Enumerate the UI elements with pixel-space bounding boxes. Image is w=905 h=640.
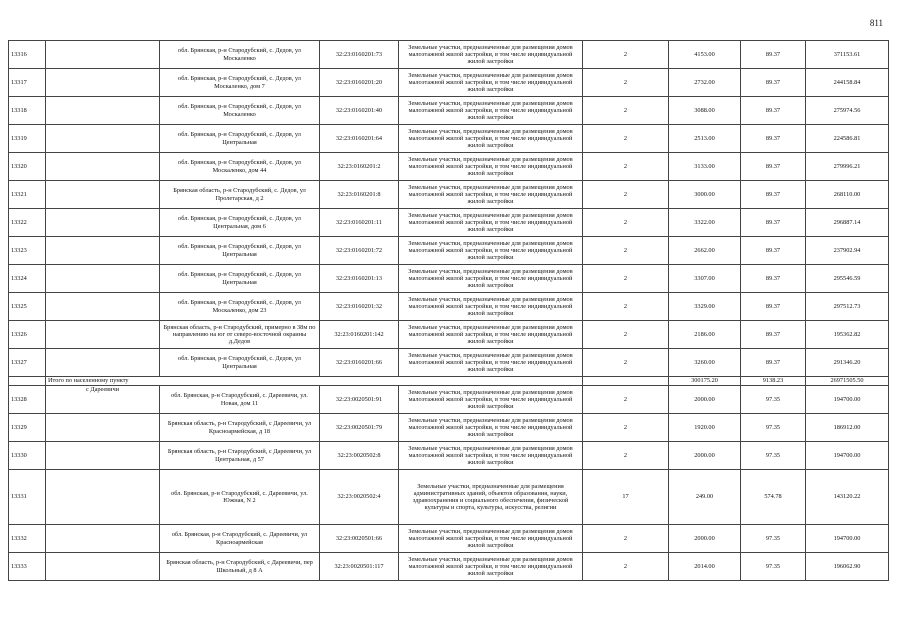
settlement-cell <box>46 321 160 349</box>
address-cell: обл. Брянская, р-н Стародубский, с. Дедов, ул Москаленко, дом 44 <box>160 153 320 181</box>
use-group-cell: 2 <box>583 41 669 69</box>
address-cell: обл. Брянская, р-н Стародубский, с. Дедов, ул Центральная <box>160 349 320 377</box>
area-cell: 3000.00 <box>669 181 741 209</box>
table-row <box>9 97 889 125</box>
table-row <box>9 470 889 525</box>
land-use-cell: Земельные участки, предназначенные для размещения домов малоэтажной жилой застройки, в том числе индивидуальной жилой застройки <box>399 125 583 153</box>
specific-value-cell: 89.37 <box>741 69 806 97</box>
cadastral-value-cell: 143120.22 <box>806 470 889 525</box>
land-use-cell: Земельные участки, предназначенные для размещения домов малоэтажной жилой застройки, в том числе индивидуальной жилой застройки <box>399 69 583 97</box>
settlement-cell <box>46 41 160 69</box>
land-use-cell: Земельные участки, предназначенные для размещения домов малоэтажной жилой застройки, в том числе индивидуальной жилой застройки <box>399 442 583 470</box>
address-cell: обл. Брянская, р-н Стародубский, с. Дедов, ул Центральная <box>160 125 320 153</box>
area-cell: 2000.00 <box>669 442 741 470</box>
cadastral-value-cell: 224586.81 <box>806 125 889 153</box>
specific-value-cell: 89.37 <box>741 125 806 153</box>
total-label: Итого по населенному пункту <box>46 377 583 386</box>
total-cost: 26971505.50 <box>806 377 889 386</box>
table-row <box>9 265 889 293</box>
address-cell: обл. Брянская, р-н Стародубский, с. Дедов, ул Центральная <box>160 237 320 265</box>
total-area: 300175.20 <box>669 377 741 386</box>
address-cell: Брянская область, р-н Стародубский, с Дареевичи, ул Красноармейская, д 18 <box>160 414 320 442</box>
land-use-cell: Земельные участки, предназначенные для размещения домов малоэтажной жилой застройки, в том числе индивидуальной жилой застройки <box>399 293 583 321</box>
specific-value-cell: 89.37 <box>741 237 806 265</box>
record-number-cell: 13323 <box>9 237 46 265</box>
use-group-cell: 2 <box>583 321 669 349</box>
cadastral-number-cell: 32:23:0160201:8 <box>320 181 399 209</box>
cadastral-value-cell: 194700.00 <box>806 442 889 470</box>
cadastral-number-cell: 32:23:0160201:73 <box>320 41 399 69</box>
cadastral-value-cell: 186912.00 <box>806 414 889 442</box>
land-use-cell: Земельные участки, предназначенные для размещения домов малоэтажной жилой застройки, в том числе индивидуальной жилой застройки <box>399 265 583 293</box>
land-use-cell: Земельные участки, предназначенные для размещения административных зданий, объектов образования, науки, здравоохранения и социального обеспечения, физической культуры и спорта, культуры, искусства, религии <box>399 470 583 525</box>
settlement-cell: с Дареевичи <box>46 386 160 414</box>
cadastral-number-cell: 32:23:0160201:64 <box>320 125 399 153</box>
area-cell: 3260.00 <box>669 349 741 377</box>
cadastral-number-cell: 32:23:0020501:91 <box>320 386 399 414</box>
cadastral-value-cell: 244158.84 <box>806 69 889 97</box>
land-use-cell: Земельные участки, предназначенные для размещения домов малоэтажной жилой застройки, в том числе индивидуальной жилой застройки <box>399 414 583 442</box>
record-number-cell: 13326 <box>9 321 46 349</box>
record-number-cell: 13317 <box>9 69 46 97</box>
specific-value-cell: 97.35 <box>741 414 806 442</box>
record-number-cell: 13322 <box>9 209 46 237</box>
specific-value-cell: 97.35 <box>741 386 806 414</box>
cadastral-number-cell: 32:23:0020502:4 <box>320 470 399 525</box>
use-group-cell: 2 <box>583 125 669 153</box>
area-cell: 2186.00 <box>669 321 741 349</box>
cadastral-value-cell: 194700.00 <box>806 386 889 414</box>
record-number-cell: 13318 <box>9 97 46 125</box>
table-row <box>9 414 889 442</box>
area-cell: 2662.00 <box>669 237 741 265</box>
record-number-cell: 13324 <box>9 265 46 293</box>
land-registry-table <box>8 40 889 581</box>
area-cell: 249.00 <box>669 470 741 525</box>
settlement-cell <box>46 553 160 581</box>
cadastral-value-cell: 371153.61 <box>806 41 889 69</box>
land-use-cell: Земельные участки, предназначенные для размещения домов малоэтажной жилой застройки, в том числе индивидуальной жилой застройки <box>399 181 583 209</box>
land-use-cell: Земельные участки, предназначенные для размещения домов малоэтажной жилой застройки, в том числе индивидуальной жилой застройки <box>399 386 583 414</box>
cadastral-number-cell: 32:23:0160201:40 <box>320 97 399 125</box>
address-cell: обл. Брянская, р-н Стародубский, с. Дареевичи, ул. Южная, N 2 <box>160 470 320 525</box>
settlement-cell <box>46 265 160 293</box>
settlement-cell <box>46 442 160 470</box>
address-cell: обл. Брянская, р-н Стародубский, с. Дедов, ул Москаленко, дом 23 <box>160 293 320 321</box>
use-group-cell: 2 <box>583 181 669 209</box>
cadastral-value-cell: 297512.73 <box>806 293 889 321</box>
use-group-cell: 2 <box>583 293 669 321</box>
settlement-cell <box>46 97 160 125</box>
table-row <box>9 386 889 414</box>
specific-value-cell: 97.35 <box>741 553 806 581</box>
settlement-total-row <box>9 377 889 386</box>
cadastral-value-cell: 295546.59 <box>806 265 889 293</box>
address-cell: обл. Брянская, р-н Стародубский, с. Дареевичи, ул. Новая, дом 11 <box>160 386 320 414</box>
use-group-cell: 2 <box>583 553 669 581</box>
area-cell: 4153.00 <box>669 41 741 69</box>
cadastral-number-cell: 32:23:0160201:11 <box>320 209 399 237</box>
record-number-cell: 13320 <box>9 153 46 181</box>
specific-value-cell: 89.37 <box>741 181 806 209</box>
cadastral-number-cell: 32:23:0160201:72 <box>320 237 399 265</box>
cadastral-number-cell: 32:23:0020501:79 <box>320 414 399 442</box>
use-group-cell: 2 <box>583 386 669 414</box>
area-cell: 2014.00 <box>669 553 741 581</box>
use-group-cell: 2 <box>583 237 669 265</box>
address-cell: обл. Брянская, р-н Стародубский, с. Дедов, ул Центральная <box>160 265 320 293</box>
use-group-cell: 2 <box>583 69 669 97</box>
land-use-cell: Земельные участки, предназначенные для размещения домов малоэтажной жилой застройки, в том числе индивидуальной жилой застройки <box>399 349 583 377</box>
cadastral-value-cell: 275974.56 <box>806 97 889 125</box>
cadastral-number-cell: 32:23:0020501:117 <box>320 553 399 581</box>
address-cell: обл. Брянская, р-н Стародубский, с. Дедов, ул Центральная, дом 6 <box>160 209 320 237</box>
table-row <box>9 237 889 265</box>
table-row <box>9 209 889 237</box>
settlement-cell <box>46 209 160 237</box>
cadastral-value-cell: 268110.00 <box>806 181 889 209</box>
settlement-cell <box>46 181 160 209</box>
cadastral-number-cell: 32:23:0160201:13 <box>320 265 399 293</box>
specific-value-cell: 97.35 <box>741 525 806 553</box>
use-group-cell: 2 <box>583 414 669 442</box>
record-number-cell: 13328 <box>9 386 46 414</box>
area-cell: 2000.00 <box>669 386 741 414</box>
settlement-cell <box>46 293 160 321</box>
record-number-cell: 13325 <box>9 293 46 321</box>
record-number-cell: 13332 <box>9 525 46 553</box>
cadastral-value-cell: 279996.21 <box>806 153 889 181</box>
table-row <box>9 321 889 349</box>
area-cell: 2513.00 <box>669 125 741 153</box>
settlement-cell <box>46 470 160 525</box>
area-cell: 1920.00 <box>669 414 741 442</box>
record-number-cell: 13316 <box>9 41 46 69</box>
settlement-cell <box>46 69 160 97</box>
table-row <box>9 525 889 553</box>
table-row <box>9 293 889 321</box>
specific-value-cell: 89.37 <box>741 265 806 293</box>
use-group-cell: 17 <box>583 470 669 525</box>
total-rate: 9138.23 <box>741 377 806 386</box>
area-cell: 2000.00 <box>669 525 741 553</box>
area-cell: 3307.00 <box>669 265 741 293</box>
address-cell: обл. Брянская, р-н Стародубский, с. Дареевичи, ул Красноармейская <box>160 525 320 553</box>
cadastral-value-cell: 237902.94 <box>806 237 889 265</box>
land-use-cell: Земельные участки, предназначенные для размещения домов малоэтажной жилой застройки, в том числе индивидуальной жилой застройки <box>399 525 583 553</box>
cadastral-number-cell: 32:23:0160201:142 <box>320 321 399 349</box>
land-use-cell: Земельные участки, предназначенные для размещения домов малоэтажной жилой застройки, в том числе индивидуальной жилой застройки <box>399 553 583 581</box>
cadastral-value-cell: 291346.20 <box>806 349 889 377</box>
area-cell: 3329.00 <box>669 293 741 321</box>
specific-value-cell: 89.37 <box>741 153 806 181</box>
specific-value-cell: 89.37 <box>741 97 806 125</box>
land-use-cell: Земельные участки, предназначенные для размещения домов малоэтажной жилой застройки, в том числе индивидуальной жилой застройки <box>399 97 583 125</box>
table-row <box>9 349 889 377</box>
table-row <box>9 41 889 69</box>
use-group-cell: 2 <box>583 525 669 553</box>
address-cell: Брянская область, р-н Стародубский, с. Дедов, ул Пролетарская, д 2 <box>160 181 320 209</box>
land-use-cell: Земельные участки, предназначенные для размещения домов малоэтажной жилой застройки, в том числе индивидуальной жилой застройки <box>399 41 583 69</box>
cadastral-number-cell: 32:23:0020501:66 <box>320 525 399 553</box>
settlement-cell <box>46 414 160 442</box>
use-group-cell: 2 <box>583 442 669 470</box>
record-number-cell: 13321 <box>9 181 46 209</box>
settlement-cell <box>46 525 160 553</box>
registry-body <box>9 41 889 581</box>
area-cell: 2732.00 <box>669 69 741 97</box>
use-group-cell: 2 <box>583 97 669 125</box>
table-row <box>9 553 889 581</box>
total-empty-cell <box>583 377 669 386</box>
land-use-cell: Земельные участки, предназначенные для размещения домов малоэтажной жилой застройки, в том числе индивидуальной жилой застройки <box>399 209 583 237</box>
specific-value-cell: 89.37 <box>741 293 806 321</box>
cadastral-number-cell: 32:23:0160201:2 <box>320 153 399 181</box>
cadastral-value-cell: 194700.00 <box>806 525 889 553</box>
table-row <box>9 181 889 209</box>
specific-value-cell: 89.37 <box>741 349 806 377</box>
specific-value-cell: 89.37 <box>741 321 806 349</box>
address-cell: обл. Брянская, р-н Стародубский, с. Дедов, ул Москаленко <box>160 97 320 125</box>
record-number-cell: 13330 <box>9 442 46 470</box>
cadastral-number-cell: 32:23:0020502:8 <box>320 442 399 470</box>
land-use-cell: Земельные участки, предназначенные для размещения домов малоэтажной жилой застройки, в том числе индивидуальной жилой застройки <box>399 321 583 349</box>
record-number-cell: 13327 <box>9 349 46 377</box>
area-cell: 3133.00 <box>669 153 741 181</box>
address-cell: обл. Брянская, р-н Стародубский, с. Дедов, ул Москаленко <box>160 41 320 69</box>
page-number: 811 <box>869 18 883 28</box>
settlement-cell <box>46 349 160 377</box>
record-number-cell: 13319 <box>9 125 46 153</box>
table-row <box>9 442 889 470</box>
address-cell: Брянская область, р-н Стародубский, примерно в 38м по направлению на юг от северо-восточной окраины д.Дедов <box>160 321 320 349</box>
address-cell: обл. Брянская, р-н Стародубский, с. Дедов, ул Москаленко, дом 7 <box>160 69 320 97</box>
specific-value-cell: 574.78 <box>741 470 806 525</box>
table-row <box>9 153 889 181</box>
settlement-cell <box>46 125 160 153</box>
use-group-cell: 2 <box>583 153 669 181</box>
settlement-cell <box>46 237 160 265</box>
use-group-cell: 2 <box>583 209 669 237</box>
record-number-cell: 13329 <box>9 414 46 442</box>
area-cell: 3322.00 <box>669 209 741 237</box>
specific-value-cell: 89.37 <box>741 41 806 69</box>
record-number-cell: 13333 <box>9 553 46 581</box>
cadastral-number-cell: 32:23:0160201:66 <box>320 349 399 377</box>
land-use-cell: Земельные участки, предназначенные для размещения домов малоэтажной жилой застройки, в том числе индивидуальной жилой застройки <box>399 153 583 181</box>
table-row <box>9 125 889 153</box>
area-cell: 3088.00 <box>669 97 741 125</box>
use-group-cell: 2 <box>583 265 669 293</box>
total-empty-cell <box>9 377 46 386</box>
table-row <box>9 69 889 97</box>
address-cell: Брянская область, р-н Стародубский, с Дареевичи, ул Центральная, д 57 <box>160 442 320 470</box>
land-use-cell: Земельные участки, предназначенные для размещения домов малоэтажной жилой застройки, в том числе индивидуальной жилой застройки <box>399 237 583 265</box>
address-cell: Брянская область, р-н Стародубский, с Дареевичи, пер Школьный, д 8 А <box>160 553 320 581</box>
specific-value-cell: 89.37 <box>741 209 806 237</box>
cadastral-value-cell: 195362.82 <box>806 321 889 349</box>
cadastral-value-cell: 196062.90 <box>806 553 889 581</box>
specific-value-cell: 97.35 <box>741 442 806 470</box>
cadastral-number-cell: 32:23:0160201:20 <box>320 69 399 97</box>
cadastral-value-cell: 296887.14 <box>806 209 889 237</box>
settlement-cell <box>46 153 160 181</box>
use-group-cell: 2 <box>583 349 669 377</box>
cadastral-number-cell: 32:23:0160201:32 <box>320 293 399 321</box>
record-number-cell: 13331 <box>9 470 46 525</box>
